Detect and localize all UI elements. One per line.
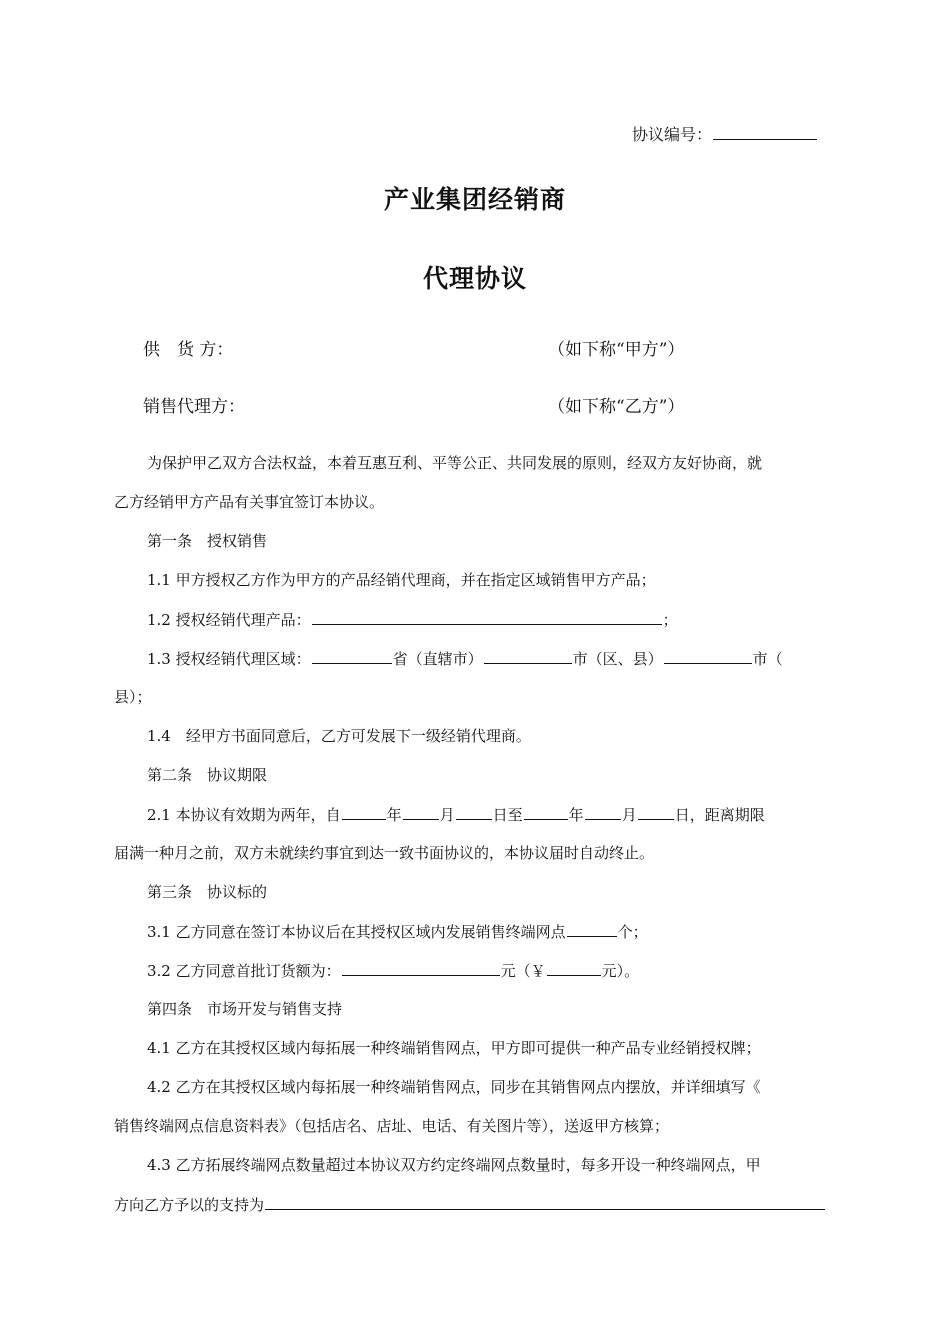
agreement-number [632,124,818,145]
clause-3-1: 3.1 乙方同意在签订本协议后在其授权区域内发展销售终端网点 个； [147,923,648,941]
agreement-number-blank[interactable] [713,124,817,140]
title-line1: 产业集团经销商 [383,185,566,214]
clause-4-1: 4.1 乙方在其授权区域内每拓展一种终端销售网点，甲方即可提供一种产品专业经销授权牌； [147,1039,761,1057]
party-agent-note: （如下称“乙方”） [548,397,685,417]
start-month-blank[interactable] [403,804,439,820]
county-city-blank[interactable] [664,648,752,664]
end-year-blank[interactable] [524,804,568,820]
intro-line1: 为保护甲乙双方合法权益，本着互惠互利、平等公正、共同发展的原则，经双方友好协商，就 [147,454,763,472]
intro-line2: 乙方经销甲方产品有关事宜签订本协议。 [114,493,385,511]
product-blank[interactable] [312,609,662,625]
party-agent-label: 销售代理方： [143,397,245,417]
clause-1-1: 1.1 甲方授权乙方作为甲方的产品经销代理商，并在指定区域销售甲方产品； [147,571,656,589]
order-amount-blank[interactable] [342,960,500,976]
clause-2-1: 2.1 本协议有效期为两年，自 年 月 日至 年 月 日，距离期限 [147,806,765,824]
article4-heading: 第四条 市场开发与销售支持 [147,1000,343,1018]
support-blank[interactable] [265,1194,825,1210]
clause-1-4: 1.4 经甲方书面同意后，乙方可发展下一级经销代理商。 [147,727,531,745]
clause-3-2: 3.2 乙方同意首批订货额为： 元（￥ 元）。 [147,962,640,980]
clause-1-2: 1.2 授权经销代理产品： ； [147,611,678,629]
article2-heading: 第二条 协议期限 [147,766,268,784]
outlet-count-blank[interactable] [567,921,617,937]
city-blank[interactable] [484,648,572,664]
end-day-blank[interactable] [638,804,674,820]
end-month-blank[interactable] [585,804,621,820]
start-day-blank[interactable] [456,804,492,820]
clause-1-3-cont: 县）； [114,688,152,706]
party-supplier-note: （如下称“甲方”） [548,340,685,360]
clause-1-3: 1.3 授权经销代理区域： 省（直辖市） 市（区、县） 市（ [147,650,783,668]
title-line2: 代理协议 [422,264,527,293]
clause-4-3-line1: 4.3 乙方拓展终端网点数量超过本协议双方约定终端网点数量时，每多开设一种终端网点，甲 [147,1156,761,1174]
clause-4-2-line2: 销售终端网点信息资料表》（包括店名、店址、电话、有关图片等），送返甲方核算； [114,1117,670,1135]
party-supplier-label: 供 货 方： [143,340,234,360]
agreement-number-label: 协议编号： [632,125,713,144]
order-amount-figure-blank[interactable] [547,960,601,976]
start-year-blank[interactable] [342,804,386,820]
clause-4-3-line2: 方向乙方予以的支持为 [114,1194,826,1215]
province-blank[interactable] [312,648,392,664]
clause-2-1-cont: 届满一种月之前，双方未就续约事宜到达一致书面协议的，本协议届时自动终止。 [114,844,655,862]
article1-heading: 第一条 授权销售 [147,532,268,550]
clause-4-2-line1: 4.2 乙方在其授权区域内每拓展一种终端销售网点，同步在其销售网点内摆放，并详细填写《 [147,1078,761,1096]
article3-heading: 第三条 协议标的 [147,883,268,901]
